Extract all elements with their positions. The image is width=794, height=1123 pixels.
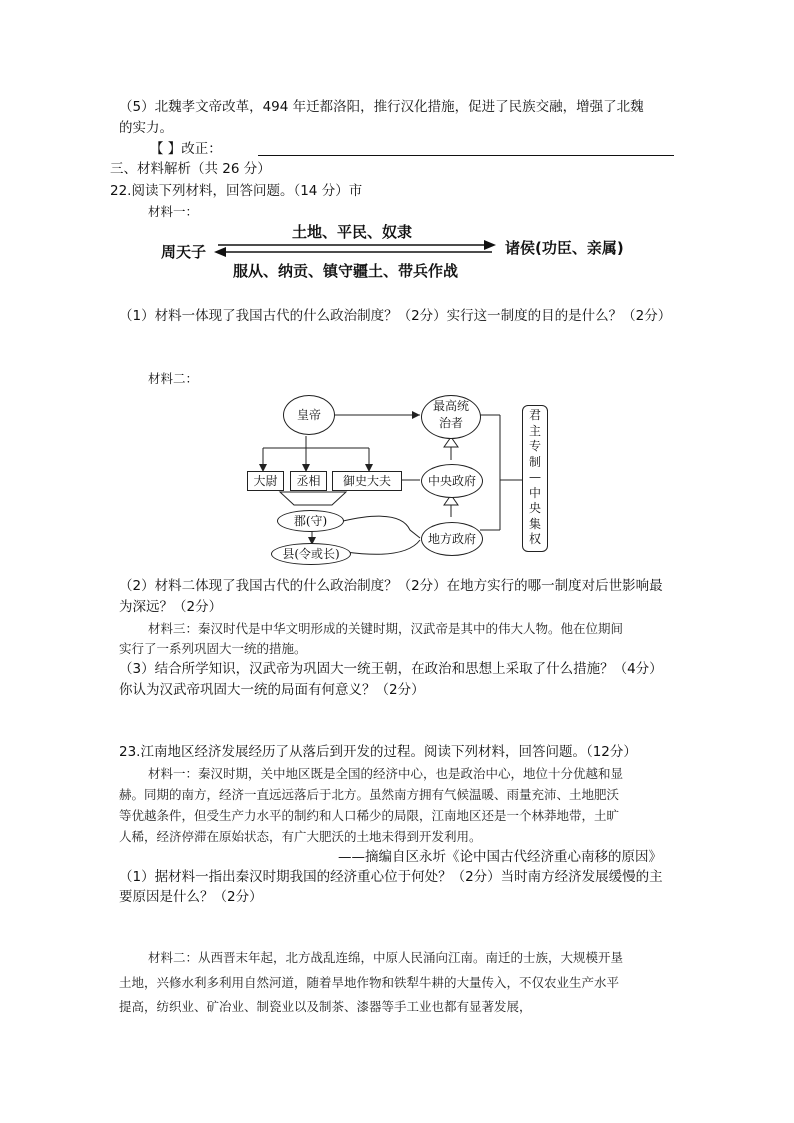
supreme-ruler-line1: 最高统 xyxy=(432,399,469,413)
q22-m3-line1: 材料三：秦汉时代是中华文明形成的关键时期，汉武帝是其中的伟大人物。他在位期间 xyxy=(148,621,624,636)
q22-sub3-line2: 你认为汉武帝巩固大一统的局面有何意义？（2分） xyxy=(119,682,425,698)
q22-sub1: （1）材料一体现了我国古代的什么政治制度？（2分）实行这一制度的目的是什么？（2分） xyxy=(119,308,672,324)
q22-sub2-line1: （2）材料二体现了我国古代的什么政治制度？（2分）在地方实行的哪一制度对后世影响最 xyxy=(119,578,663,594)
county-node: 县(令或长) xyxy=(271,543,351,565)
q23-source: ——摘编自区永圻《论中国古代经济重心南移的原因》 xyxy=(338,849,662,865)
q22-m2-label: 材料二： xyxy=(148,371,199,386)
q23-m2-line1: 材料二：从西晋末年起，北方战乱连绵，中原人民涌向江南。南迁的士族，大规模开垦 xyxy=(148,950,624,965)
side-char: — xyxy=(529,470,541,484)
q22-m1-label: 材料一： xyxy=(148,204,199,219)
q5-line2: 的实力。 xyxy=(119,120,173,136)
commandery-node: 郡(守) xyxy=(277,510,344,532)
supreme-ruler-line2: 治者 xyxy=(438,416,463,430)
q5-correction-label: 【 】改正： xyxy=(150,141,222,157)
q23-m2-line2: 土地，兴修水利多利用自然河道，随着旱地作物和铁犁牛耕的大量传入，不仅农业生产水平 xyxy=(119,975,620,990)
q23-m1-line3: 等优越条件，但受生产力水平的制约和人口稀少的局限，江南地区还是一个林莽地带，土旷 xyxy=(119,808,620,823)
side-char: 专 xyxy=(528,439,541,453)
supreme-ruler-node xyxy=(421,395,481,439)
side-char: 主 xyxy=(528,423,541,438)
side-char: 制 xyxy=(528,454,541,469)
section3-heading: 三、材料解析（共 26 分） xyxy=(110,161,271,177)
q23-m1-line4: 人稀，经济停滞在原始状态，有广大肥沃的土地未得到开发利用。 xyxy=(119,829,482,844)
q23-sub1-line1: （1）据材料一指出秦汉时期我国的经济重心位于何处？（2分）当时南方经济发展缓慢的主 xyxy=(119,869,663,885)
vassals-label: 诸侯(功臣、亲属) xyxy=(505,239,624,257)
zhou-king-label: 周天子 xyxy=(161,243,207,261)
local-government-node: 地方政府 xyxy=(421,522,483,556)
autocracy-centralization-box xyxy=(522,405,548,552)
side-char: 集 xyxy=(528,516,541,531)
censor-node: 御史大夫 xyxy=(332,471,402,491)
central-government-node: 中央政府 xyxy=(421,464,483,498)
emperor-node: 皇帝 xyxy=(283,395,335,435)
q23-m2-line3: 提高，纺织业、矿冶业、制瓷业以及制茶、漆器等手工业也都有显著发展， xyxy=(119,999,532,1014)
chancellor-node: 丞相 xyxy=(290,471,327,491)
q23-sub1-line2: 要原因是什么？（2分） xyxy=(119,889,263,905)
side-char: 中 xyxy=(528,485,541,500)
q22-sub3-line1: （3）结合所学知识，汉武帝为巩固大一统王朝，在政治和思想上采取了什么措施？（4分） xyxy=(119,661,663,677)
side-char: 权 xyxy=(528,532,541,546)
obligations-label: 服从、纳贡、镇守疆土、带兵作战 xyxy=(233,262,459,280)
side-char: 君 xyxy=(528,408,541,422)
q23-m1-line1: 材料一：秦汉时期，关中地区既是全国的经济中心，也是政治中心，地位十分优越和显 xyxy=(148,766,624,781)
q23-title: 23.江南地区经济发展经历了从落后到开发的过程。阅读下列材料，回答问题。（12分） xyxy=(119,744,637,760)
grant-items-label: 土地、平民、奴隶 xyxy=(292,223,413,241)
q5-line1: （5）北魏孝文帝改革，494 年迁都洛阳，推行汉化措施，促进了民族交融，增强了北魏 xyxy=(119,99,644,115)
q22-title: 22.阅读下列材料，回答问题。（14 分）市 xyxy=(110,183,363,199)
side-char: 央 xyxy=(528,501,541,515)
taiwei-node: 大尉 xyxy=(247,471,284,491)
q23-m1-line2: 赫。同期的南方，经济一直远远落后于北方。虽然南方拥有气候温暖、雨量充沛、土地肥沃 xyxy=(119,787,620,802)
q22-sub2-line2: 为深远？（2分） xyxy=(119,599,223,615)
q22-m3-line2: 实行了一系列巩固大一统的措施。 xyxy=(119,641,307,656)
